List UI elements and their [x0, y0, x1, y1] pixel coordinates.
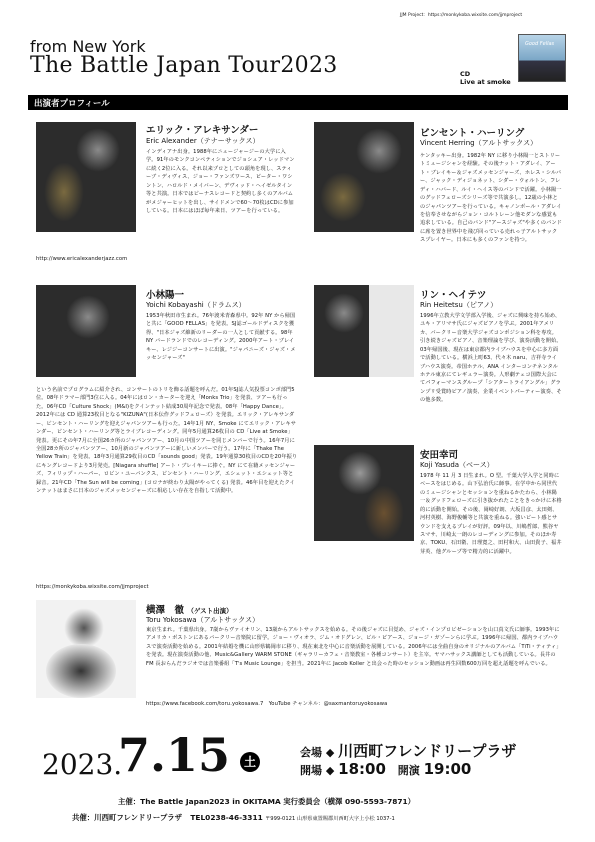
- bio-text: 1953年秋田市生まれ。76年渡米青森県中。92年 NY から帰国と共に「GOOD FELLAS」を発表。SJ誌ゴールドディスクを獲得、"日本ジャズ維新のリーダーの一人として貢献する。98年 NY バードランドでのレコーディング。2000年アート・ブレイキー、レジジーコンサートに出演。"ジャパニーズ・ジャズ・メッセンジャーズ": [146, 313, 296, 362]
- header-url[interactable]: JJM Project：https://monkykoba.wixsite.com/jjmproject: [400, 13, 523, 18]
- name-en: Eric Alexander（テナーサックス）: [146, 137, 260, 145]
- name-jp: 小林陽一: [146, 290, 185, 301]
- event-day-of-week: 土: [240, 752, 260, 772]
- bio-text-top: ケンタッキー出身。1982年 NY に移り小林陽一とストリートミュージシャンを経験。その後ナット・アダレイ、アート・ブレイキー＆ジャズメッセンジャーズ、ホレス・シルバー、ジャック・ディジョネット、シダー・ウォルトン、フレディ・ハバード、ルイ・ヘイス等のバンドで活躍。小林陽一のグッドフェローズシリーズ等で共演多し。12歳の小林とのジャパンツアーを行っている。キャノンボール・アダレイを信奉させながらジョン・コルトレーン他モダンな感覚も追求している。自己のバンド"アースジャズ"や多くのバンドに席を置き世界中を飛び回っている売れっ子アルトサックスプレイヤー。日本にも多くのファンを持つ。: [420, 153, 562, 244]
- section-title: 出演者プロフィール: [34, 99, 110, 109]
- cohost-label: 共催：川西町フレンドリープラザ: [72, 813, 183, 822]
- name-jp: エリック・アレキサンダー: [146, 125, 259, 136]
- venue-name: 川西町フレンドリープラザ: [338, 742, 517, 760]
- start-label: 開演: [397, 764, 420, 777]
- name-jp-text: 横澤 徹: [146, 605, 185, 616]
- bio-text: 1996年立教大学文学部入学後、ジャズに興味を持ち始め、ユキ・アリマサ氏にジャズピアノを学ぶ。2001年アメリカ、バークリー音楽大学ジャズコンポジション科を専攻。引き続きジャズピアノ、音楽理論を学び、演奏活動を開始。03年帰国後、現在は東京都内ライブハウスを中心に多方面で活動している。横浜上町63、代々木 naru、吉祥寺ライブハウス演奏。帝国ホテル、ANA インターコンチネンタルホテル東京にてレギュラー演奏。人形劇テェコ国際大会にてパフォーマンスグループ「シアタートライアングル」グランプリ受賞時ピアノ演奏、企業イベントパーティー演奏、その他多数。: [420, 313, 562, 404]
- bio-text: 1978 年 11 月 3 日生まれ。O 型。千葉大学入学と同時にベースをはじめる。山下弘治氏に師事。在学中から同世代のミュージシャンとセッションを重ねるかたわら、小林陽一＆グッドフェローズに引き抜かれたことをきっかけに本格的に活動を開始。その後、岡崎好朗、大坂昌彦、太田剣、河村英樹、海野俊輔等と共演を重ねる。強いビート感とサウンドを支えるプレイが好評。09年以、川嶋哲郎、熊谷ヤスマサ、川崎太一朗のレコーディングに参加。そのほか寿京、TOKU、石田衛、日理寛之、田村和大、山田貴子、福井芽英、他グループ等で精力的に活躍中。: [420, 473, 562, 555]
- diamond-icon: ◆: [325, 746, 335, 759]
- start-time: 19:00: [423, 760, 472, 778]
- photo-koji-yasuda: [314, 445, 414, 541]
- cd-cover-text: Good Fellas: [525, 41, 555, 47]
- name-en: Yoichi Kobayashi（ドラムス）: [146, 301, 246, 309]
- event-year: 2023.: [42, 748, 123, 781]
- photo-vincent-herring: [314, 122, 414, 232]
- name-en: Koji Yasuda（ベース）: [420, 461, 494, 469]
- cd-label-line1: CD: [460, 70, 471, 78]
- profile-url[interactable]: https://monkykoba.wixsite.com/jjmproject: [36, 584, 149, 590]
- cohost-tel: TEL0238-46-3311: [190, 813, 263, 822]
- name-en: Rin Heitetsu（ピアノ）: [420, 301, 498, 309]
- cd-cover-image: [518, 34, 566, 82]
- subtitle: from New York: [30, 37, 146, 56]
- name-jp: ビンセント・ハーリング: [420, 128, 525, 139]
- bio-text: インディアナ出身。1988年にニュージャージーの大学に入学。91年のモンクコンペティションでジョシュア・レッドマンに続く2位に入る。それ以来プロとしての頭角を現し、スティーブ・ディヴィス、ジョー・ファンズワース、ピーター・ワシントン、ハロルド・メイバーン、デヴィッド・ヘイゼルタイン等と共演。日本ではビーナスレコードと契約し多くのアルバムがメジャーヒットを出し、サイドメンで60〜70枚はCDに参加している。日本にはほぼ毎年来日、ツアーを行っている。: [146, 149, 295, 214]
- name-jp: [146, 602, 233, 616]
- guest-note: （ゲスト出演）: [187, 607, 233, 615]
- cd-label: [460, 70, 511, 87]
- open-time: 18:00: [338, 760, 386, 778]
- bio-text-continued: という名前でプログラムに紹介され、コンサートのトリを飾る話題を呼んだ。01年SJ誌人気投票コンボ部門5位。08年ドラマー部門3位に入る。04年にはロン・カーターを迎え「Monks Trio」を発表、ツアーも行った。06年CD「Culture Shock」(M&I)をクインテット結成30周年記念で発表。08年「Happy Dance」。2012年には CD 通算23枚目となる"KIZUNA"(日本伝作グッドフェローズ）を発表。エリック・アレキサンダー、ビンセント・ハーリングを迎えジャパンツアーも行った。14年1月 NY、Smoke にてエリック・アレキサンダー、ビンセント・ハーリング等とライブレコーディング。同年5月通算26枚目の CD「Live at Smoke」発表。更にその年7月に全国26カ所のジャパンツアー、10月の中国ツアーを同じメンバーで行う。16年7月に全国28カ所のジャパンツアー、10月新のジャパンツアーに新しいメンバーで行う。17年に「Thake The Yellow Train」を発表。18年3月通算29枚目のCD「sounds good」発表。19年通算30枚目のCDを20年振りにキングレコードより3月発売。[Niagara shuffle] アート・ブレイキーに捧ぐ。NY にて在籍メッセンジャーズ、フィリップ・ハーパー、ロビン・ユーバンクス、ビンセント・ハーリング、エシェット・エシェット等と録音。21年CD「The Sun will be coming」(コロナが終わり太陽がやってくる) 発表。46年目を迎えたクインテットはまさに日本のジャズメッセンジャーズに相応しい存在を自指して活動中。: [36, 387, 298, 495]
- open-label: 開場: [300, 764, 322, 777]
- time-row: [300, 760, 471, 778]
- diamond-icon: ◆: [325, 764, 335, 777]
- page-title: The Battle Japan Tour2023: [30, 53, 338, 78]
- cd-label-line2: Live at smoke: [460, 78, 511, 87]
- organizer-line: 主催：The Battle Japan2023 in OKITAMA 実行委員会（横澤 090-5593-7871）: [118, 797, 416, 806]
- venue-label: 会場: [300, 746, 322, 759]
- photo-eric-alexander: [36, 122, 136, 232]
- venue-row: [300, 740, 516, 761]
- name-en: Vincent Herring（アルトサックス）: [420, 139, 538, 147]
- event-date: 7.15: [118, 728, 231, 782]
- photo-rin-heitetsu: [314, 285, 414, 377]
- photo-yoichi-kobayashi: [36, 285, 136, 377]
- name-jp: 安田幸司: [420, 450, 459, 461]
- name-en: Toru Yokosawa（アルトサックス）: [146, 616, 260, 624]
- cohost-line: [72, 812, 395, 823]
- name-jp: リン・ヘイテツ: [420, 290, 487, 301]
- section-header: [28, 95, 568, 110]
- profile-url[interactable]: http://www.ericalexanderjazz.com: [36, 256, 128, 262]
- photo-toru-yokosawa: [36, 600, 136, 698]
- profile-url[interactable]: https://www.facebook.com/toru.yokosawa.7 YouTube チャンネル：@saxmantoruyokosawa: [146, 701, 388, 707]
- cohost-address: 〒999-0121 山形県東置賜郡川西町大字上小松 1037-1: [265, 816, 395, 822]
- bio-text: 東京生まれ。千葉県出身。7歳からヴァイオリン、13歳からアルトサックスを始める。その後ジャズに目覚め、ジャズ・インプロビゼーションを山口真文氏に師事。1993年にアメリカ・ボストンにあるバークリー音楽院に留学。ジョー・ヴィオラ、ジム・オドグレン、ビル・ピアース、ジョージ・ガゾーンらに学ぶ。1996年に帰国、都内ライブハウスで演奏活動を始める。2001年結婚を機に山形県鶴岡市に移り、現在東北を中心に音楽活動を展開している。2006年には全曲自身のオリジナルのアルバム「TiTi・ティティ」を発表。現在演奏活動の他、Music&Gallery WARM STONE（ギャラリーカフェ・音楽教室・各種コンサート）を主宰。ヤマハサックス講師としても活動している。長井の FM 長おらんだラジオでは音楽番組「T's Music Lounge」を担当。2021年に Jacob Koller と出会った時のセッション動画は再生回数600万回を超え話題を呼んでいる。: [146, 627, 562, 667]
